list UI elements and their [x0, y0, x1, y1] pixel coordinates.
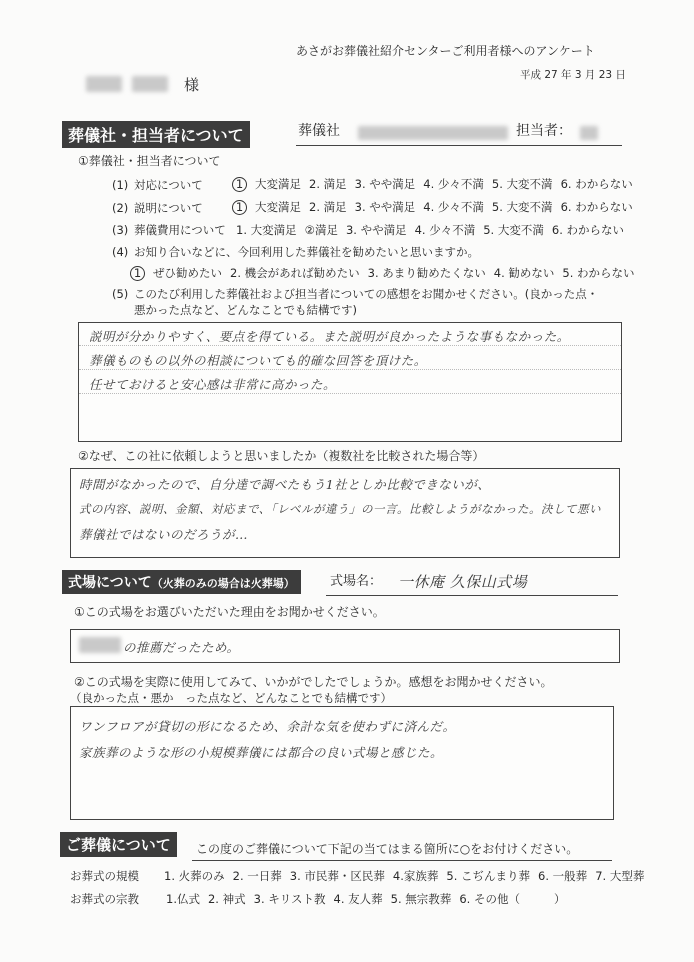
handwritten-line: 式の内容、説明、金額、対応まで、「レベルが違う」の一言。比較しようがなかった。決して悪い	[79, 502, 602, 516]
row-options: 1 大変満足 2. 満足 3. やや満足 4. 少々不満 5. 大変不満 6. わからない	[232, 200, 641, 215]
survey-date: 平成 27 年 3 月 23 日	[520, 69, 626, 81]
section-heading-venue: 式場について（火葬のみの場合は火葬場）	[62, 570, 301, 594]
company-underline	[296, 145, 622, 146]
redacted-referrer	[79, 637, 121, 653]
circled-option: 4.家族葬	[392, 869, 439, 883]
redacted-name	[132, 76, 168, 92]
company-label: 葬儀社	[298, 123, 340, 139]
section-heading-funeral-company: 葬儀社・担当者について	[62, 121, 250, 148]
handwritten-line: ワンフロアが貸切の形になるため、余計な気を使わずに済んだ。	[79, 719, 456, 734]
circled-option: 1.仏式	[166, 892, 200, 906]
handwritten-line: 葬儀ものもの以外の相談についても的確な回答を頂けた。	[89, 353, 427, 368]
answer-circle: 1	[232, 200, 247, 215]
instruction-underline	[192, 860, 612, 861]
honorific: 様	[184, 76, 200, 94]
q4-text: お知り合いなどに、今回利用した葬儀社を勧めたいと思いますか。	[134, 245, 479, 259]
answer-circle: 1	[130, 266, 145, 281]
scale-label: お葬式の規模	[70, 869, 139, 883]
survey-title: あさがお葬儀社紹介センターご利用者様へのアンケート	[296, 44, 595, 58]
answer-box-venue-reason	[70, 629, 620, 663]
row-label: 対応について	[134, 178, 203, 192]
answer-box-venue-impression	[70, 706, 614, 820]
row-options: 1 大変満足 2. 満足 3. やや満足 4. 少々不満 5. 大変不満 6. わからない	[232, 177, 641, 192]
redacted-staff	[580, 126, 598, 140]
religion-options: 1.仏式 2. 神式 3. キリスト教 4. 友人葬 5. 無宗教葬 6. その他（ ）	[166, 892, 566, 906]
handwritten-line: 任せておけると安心感は非常に高かった。	[89, 377, 337, 392]
handwritten-line: 時間がなかったので、自分達で調べたもう1社としか比較できないが、	[79, 477, 491, 492]
religion-label: お葬式の宗教	[70, 892, 139, 906]
redacted-company	[358, 126, 508, 140]
q5-number: (5)	[112, 287, 129, 301]
venue-label: 式場名：	[330, 574, 383, 589]
venue-q1: ①この式場をお選びいただいた理由をお聞かせください。	[74, 605, 385, 619]
row-options: 1. 大変満足 ②満足 3. やや満足 4. 少々不満 5. 大変不満 6. わからない	[236, 223, 625, 237]
venue-name: 一休庵 久保山式場	[398, 573, 528, 591]
row-number: (1)	[112, 178, 129, 192]
answer-box-q5	[78, 322, 622, 442]
scale-options: 1. 火葬のみ 2. 一日葬 3. 市民葬・区民葬 4.家族葬 5. こぢんまり葬 6. 一般葬 7. 大型葬	[164, 869, 645, 883]
funeral-instruction: この度のご葬儀について下記の当てはまる箇所に○をお付けください。	[196, 842, 579, 856]
answer-box-reason	[70, 468, 620, 558]
staff-label: 担当者：	[516, 123, 572, 139]
q4-options: 1 ぜひ勧めたい 2. 機会があれば勧めたい 3. あまり勧めたくない 4. 勧めない 5. わからない	[130, 266, 643, 281]
venue-q2-line1: ②この式場を実際に使用してみて、いかがでしたでしょうか。感想をお聞かせください。	[74, 675, 553, 689]
handwritten-line: 家族葬のような形の小規模葬儀には都合の良い式場と感じた。	[79, 745, 444, 760]
handwritten-line: 葬儀社ではないのだろうが…	[79, 527, 249, 542]
row-label: 説明について	[134, 201, 203, 215]
row-number: (2)	[112, 201, 129, 215]
redacted-name	[86, 76, 122, 92]
section-heading-funeral: ご葬儀について	[60, 832, 177, 857]
row-number: (3)	[112, 223, 129, 237]
q5-line2: 悪かった点など、どんなことでも結構です)	[134, 303, 357, 317]
row-label: 葬儀費用について	[134, 223, 226, 237]
handwritten-line: の推薦だったため。	[123, 640, 240, 655]
q4-number: (4)	[112, 245, 129, 259]
venue-q2-line2: （良かった点・悪か った点など、どんなことでも結構です）	[70, 691, 392, 705]
handwritten-line: 説明が分かりやすく、要点を得ている。また説明が良かったような事もなかった。	[89, 329, 570, 344]
answer-circle: 1	[232, 177, 247, 192]
q5-line1: このたび利用した葬儀社および担当者についての感想をお聞かせください。(良かった点・	[134, 287, 599, 301]
q1-title: ①葬儀社・担当者について	[78, 154, 221, 168]
q2-title: ②なぜ、この社に依頼しようと思いましたか（複数社を比較された場合等）	[78, 449, 485, 463]
venue-underline	[326, 595, 618, 596]
